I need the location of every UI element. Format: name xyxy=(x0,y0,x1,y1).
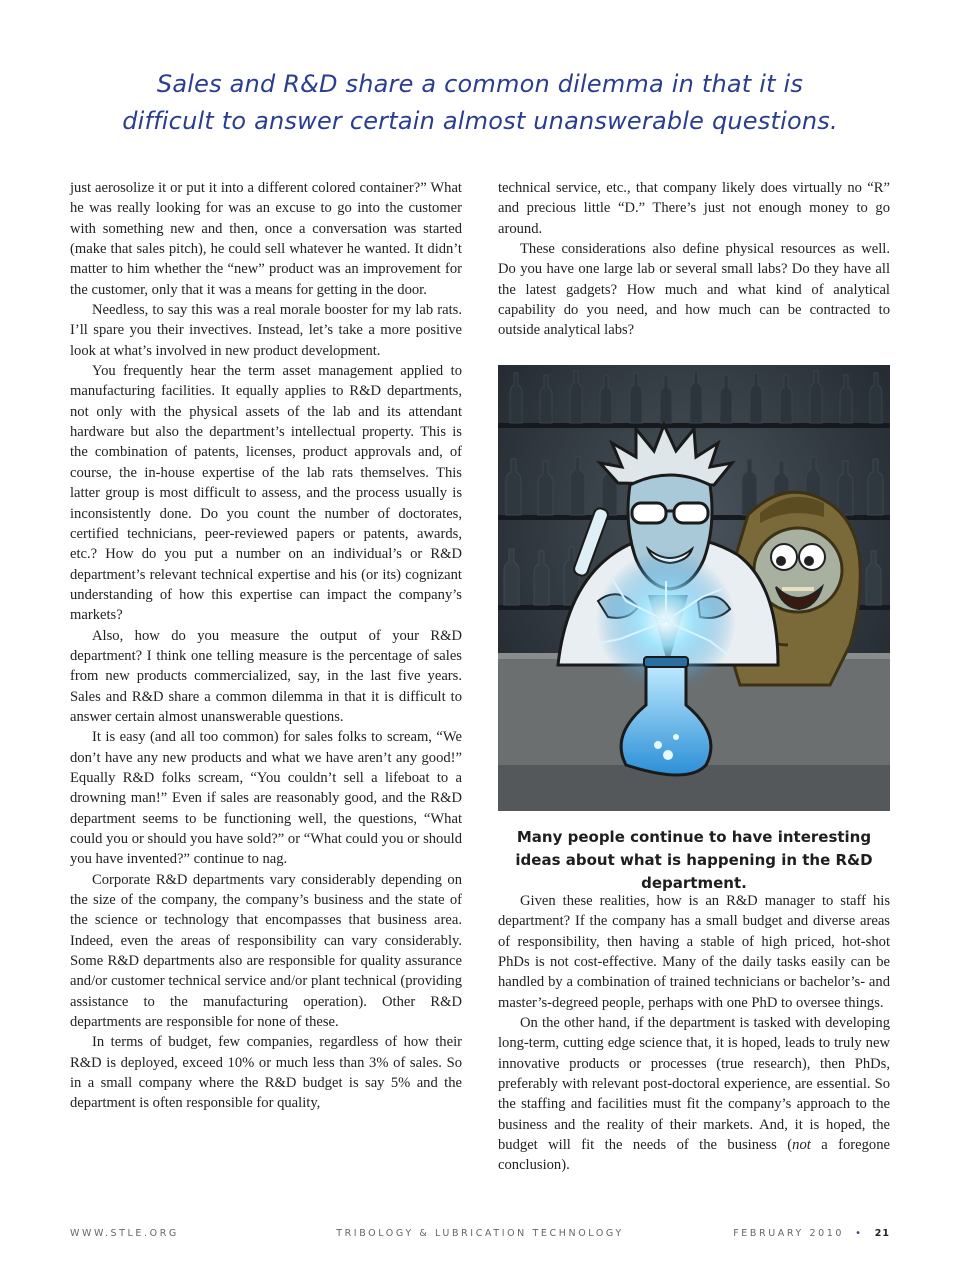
paragraph: In terms of budget, few companies, regardless of how their R&D is deployed, exceed 10% or much less than 3% of sales. So in a small company where the R&D budget is say 5% and the department is often responsible for quality, xyxy=(70,1034,462,1112)
right-column-top xyxy=(498,178,890,358)
paragraph: Corporate R&D departments vary considerably depending on the size of the company, the company’s business and the state of the science or technology that encompasses that business area. Indeed, even the areas of responsibility can vary considerably. Some R&D departments also are responsible for quality assurance and/or customer technical service and/or plant technical (providing assistance to the manufacturing operation). Other R&D departments are responsible for none of these. xyxy=(70,871,462,1031)
footer-website: WWW.STLE.ORG xyxy=(70,1228,179,1239)
paragraph: Needless, to say this was a real morale booster for my lab rats. I’ll spare you their invectives. Instead, let’s take a more positive look at what’s involved in new product development. xyxy=(70,302,462,359)
paragraph-text: On the other hand, if the department is tasked with developing long-term, cutting edge science that, it is hoped, leads to truly new innovative products or processes (true research), then PhDs, preferably with relevant post-doctoral experience, are essential. So the staffing and facilities must fit the company’s approach to the business and the reality of their markets. And, it is hoped, the budget will fit the needs of the business ( xyxy=(498,1015,890,1154)
page-footer xyxy=(70,1228,890,1242)
mad-scientist-illustration xyxy=(498,365,890,811)
footer-date-page xyxy=(733,1228,890,1239)
paragraph: just aerosolize it or put it into a different colored container?” What he was really looking for was an excuse to go into the customer with something new and then, once a conversation was started (make that sales pitch), he could sell whatever he wanted. It didn’t matter to him whether the “new” product was an improvement for the customer, only that it was a means for getting in the door. xyxy=(70,180,462,298)
paragraph: You frequently hear the term asset management applied to manufacturing facilities. It equally applies to R&D departments, not only with the physical assets of the lab and its attendant hardware but also the department’s intellectual property. This is the combination of patents, licenses, product approvals and, of course, the in-house expertise of the lab rats themselves. This latter group is most difficult to assess, and the process usually is inconsistently done. Do you count the number of doctorates, certified technicians, peer-reviewed papers or patents, awards, etc.? How do you put a number on an individual’s or R&D department’s relevant technical expertise and his (or its) cognizant understanding of how this expertise can impact the company’s markets? xyxy=(70,363,462,624)
right-column-bottom xyxy=(498,891,890,1176)
page-number: 21 xyxy=(874,1228,890,1239)
paragraph xyxy=(498,1013,890,1176)
left-column xyxy=(70,178,462,1200)
paragraph: It is easy (and all too common) for sales folks to scream, “We don’t have any new products and what we have aren’t any good!” Equally R&D folks scream, “You couldn’t sell a lifeboat to a drowning man!” Even if sales are reasonably good, and the R&D department seems to be functioning well, the questions, “What could you or should you have sold?” or “What could you or should you have invented?” continue to nag. xyxy=(70,729,462,868)
pull-quote-line-2: difficult to answer certain almost unanswerable questions. xyxy=(122,107,838,135)
paragraph-text: a foregone conclusion). xyxy=(498,1137,890,1174)
paragraph: Also, how do you measure the output of your R&D department? I think one telling measure is the percentage of sales from new products commercialized, say, in the last five years. Sales and R&D share a common dilemma in that it is difficult to answer certain almost unanswerable questions. xyxy=(70,627,462,725)
paragraph: These considerations also define physical resources as well. Do you have one large lab or several small labs? Do they have all the latest gadgets? How much and what kind of analytical capability do you need, and how much can be contracted to outside analytical labs? xyxy=(498,241,890,339)
footer-separator: • xyxy=(855,1228,864,1239)
paragraph: Given these realities, how is an R&D manager to staff his department? If the company has a small budget and diverse areas of responsibility, then having a stable of high priced, hot-shot PhDs is not cost-effective. Many of the daily tasks easily can be handled by a combination of trained technicians or bachelor’s- and master’s-degreed people, perhaps with one PhD to oversee things. xyxy=(498,893,890,1011)
footer-date: FEBRUARY 2010 xyxy=(733,1228,845,1239)
footer-magazine-title: TRIBOLOGY & LUBRICATION TECHNOLOGY xyxy=(336,1228,624,1239)
pull-quote xyxy=(70,66,890,140)
mad-scientist-icon xyxy=(498,365,890,811)
pull-quote-line-1: Sales and R&D share a common dilemma in that it is xyxy=(156,70,804,98)
emphasis-text: not xyxy=(792,1137,811,1154)
paragraph: technical service, etc., that company likely does virtually no “R” and precious little “D.” There’s just not enough money to go around. xyxy=(498,180,890,237)
image-caption: Many people continue to have interesting ideas about what is happening in the R&D department. xyxy=(515,828,873,892)
